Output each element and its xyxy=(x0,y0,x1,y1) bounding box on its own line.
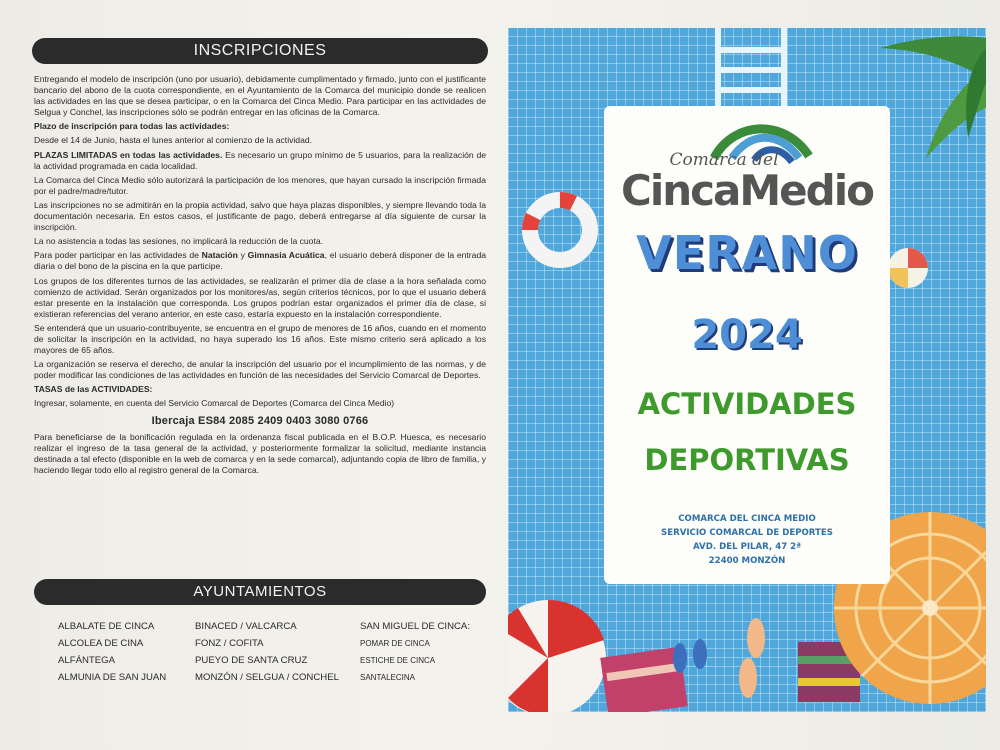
left-panel xyxy=(28,38,490,718)
list-item: SANTALECINA xyxy=(360,673,415,682)
cover-card xyxy=(604,106,890,584)
list-item: POMAR DE CINCA xyxy=(360,639,430,648)
list-item: ALBALATE DE CINCA xyxy=(58,621,155,632)
inscripciones-heading: INSCRIPCIONES xyxy=(32,38,488,64)
verano-title: VERANO xyxy=(636,226,858,280)
plazas-paragraph xyxy=(34,150,486,172)
list-item-head: SAN MIGUEL DE CINCA: xyxy=(360,621,470,632)
life-ring-icon xyxy=(530,200,590,260)
address-line: SERVICIO COMARCAL DE DEPORTES xyxy=(661,528,833,538)
contribuyente-paragraph: Se entenderá que un usuario-contribuyente, se encuentra en el grupo de menores de 16 años, cuando en el momento de solicitar la inscripción en la actividad, no haya superado los 16 años. Este mismo criterio será aplicado a los mayores de 65 años. xyxy=(34,322,486,356)
plazas-text: Es necesario un grupo mínimo de 5 usuarios, para la realización de la actividad programada en cada localidad. xyxy=(34,149,487,171)
pool-ladder-icon xyxy=(718,28,784,110)
list-item: ALMUNIA DE SAN JUAN xyxy=(58,672,167,683)
palm-leaf-icon xyxy=(880,36,986,158)
deportivas-line: DEPORTIVAS xyxy=(644,443,850,477)
iban-account: Ibercaja ES84 2085 2409 0403 3080 0766 xyxy=(151,414,369,427)
ayuntamientos-col-1 xyxy=(58,618,166,686)
natacion-b: Natación xyxy=(201,250,238,261)
address-line: COMARCA DEL CINCA MEDIO xyxy=(678,514,816,524)
plazas-bold: PLAZAS LIMITADAS en todas las actividades. xyxy=(34,149,223,160)
natacion-e: , el usuario deberá disponer de la entrada diaria o del bono de la piscina en la que participe. xyxy=(34,250,487,272)
inscripciones-text xyxy=(34,74,486,479)
year-title: 2024 xyxy=(691,312,803,358)
natacion-paragraph xyxy=(34,250,486,272)
logo-cinca-medio: CincaMedio xyxy=(621,166,873,215)
list-item: FONZ / COFITA xyxy=(195,638,264,649)
beach-umbrella-icon xyxy=(508,600,606,712)
tasas-title: TASAS de las ACTIVIDADES: xyxy=(34,384,153,395)
admitiran-paragraph: Las inscripciones no se admitirán en la propia actividad, salvo que haya plazas disponibles, y siempre llevando toda la documentación necesaria. En estos casos, el justificante de pago, deberá entregarse al día siguiente de cursar la inscripción. xyxy=(34,199,486,233)
list-item: ESTICHE DE CINCA xyxy=(360,656,436,665)
menores-paragraph: La Comarca del Cinca Medio sólo autorizará la participación de los menores, que hayan cursado la inscripción firmada por el padre/madre/tutor. xyxy=(34,174,486,196)
list-item: ALFÁNTEGA xyxy=(58,655,116,666)
cover-panel xyxy=(508,28,986,712)
organizacion-paragraph: La organización se reserva el derecho, de anular la inscripción del usuario por el incumplimiento de las normas, y de poder modificar las condiciones de las actividades en función de las necesidades del Servicio Comarcal de Deportes. xyxy=(34,359,486,381)
plazo-text: Desde el 14 de Junio, hasta el lunes anterior al comienzo de la actividad. xyxy=(34,135,313,146)
actividades-deportivas-title xyxy=(604,376,890,488)
address-line: AVD. DEL PILAR, 47 2ª xyxy=(692,542,801,552)
list-item: MONZÓN / SELGUA / CONCHEL xyxy=(195,672,339,683)
natacion-a: Para poder participar en las actividades de xyxy=(34,250,202,261)
ayuntamientos-col-2 xyxy=(195,618,339,686)
plazo-title: Plazo de inscripción para todas las actividades: xyxy=(34,121,230,132)
address-line: 22400 MONZÓN xyxy=(708,556,786,566)
natacion-c: y xyxy=(237,250,248,261)
ayuntamientos-col-3 xyxy=(360,618,470,686)
beach-ball-icon xyxy=(888,248,928,288)
intro-paragraph: Entregando el modelo de inscripción (uno por usuario), debidamente cumplimentado y firmado, junto con el justificante bancario del abono de la cuota correspondiente, en el Ayuntamiento de la Comarca del municipio donde se realicen las actividades en las que se desea participar, o en la Comarca del Cinca Medio. Para participar en las actividades de Selgua y Conchel, las inscripciones sólo se podrán entregar en las oficinas de la Comarca. xyxy=(34,74,486,118)
bonificacion-paragraph: Para beneficiarse de la bonificación regulada en la ordenanza fiscal publicada en el B.O.P. Huesca, es necesario realizar el ingreso de la tasa general de la actividad, y posteriormente formalizar la solicitud, mediante instancia destinada a tal efecto (disponible en la web de comarca y en la sede comarcal), adjuntando copia de libro de familia, y haciendo llegar todo ello al registro general de la Comarca. xyxy=(34,431,486,475)
actividades-line: ACTIVIDADES xyxy=(637,387,857,421)
list-item: ALCOLEA DE CINA xyxy=(58,638,144,649)
logo-comarca-del: Comarca del xyxy=(669,150,779,170)
flip-flops-icon xyxy=(673,639,707,673)
asistencia-paragraph: La no asistencia a todas las sesiones, no implicará la reducción de la cuota. xyxy=(34,236,324,247)
sandals-icon xyxy=(739,618,765,698)
natacion-d: Gimnasia Acuática xyxy=(247,250,325,261)
list-item: BINACED / VALCARCA xyxy=(195,621,297,632)
grupos-paragraph: Los grupos de los diferentes turnos de las actividades, se realizarán el primer día de clase a la hora señalada como comienzo de actividad. Serán organizados por los monitores/as, según criterios técnicos, por lo que el usuario deberá estar presente en la instalación que corresponda. Los grupos podrían estar organizados el primer día de clase, si existieran referencias del verano anterior, en este caso, estaría expuesto en la instalación correspondiente. xyxy=(34,275,486,319)
ayuntamientos-heading: AYUNTAMIENTOS xyxy=(34,579,486,605)
address-block xyxy=(604,512,890,568)
tasas-text: Ingresar, solamente, en cuenta del Servicio Comarcal de Deportes (Comarca del Cinca Medio) xyxy=(34,398,395,409)
list-item: PUEYO DE SANTA CRUZ xyxy=(195,655,308,666)
